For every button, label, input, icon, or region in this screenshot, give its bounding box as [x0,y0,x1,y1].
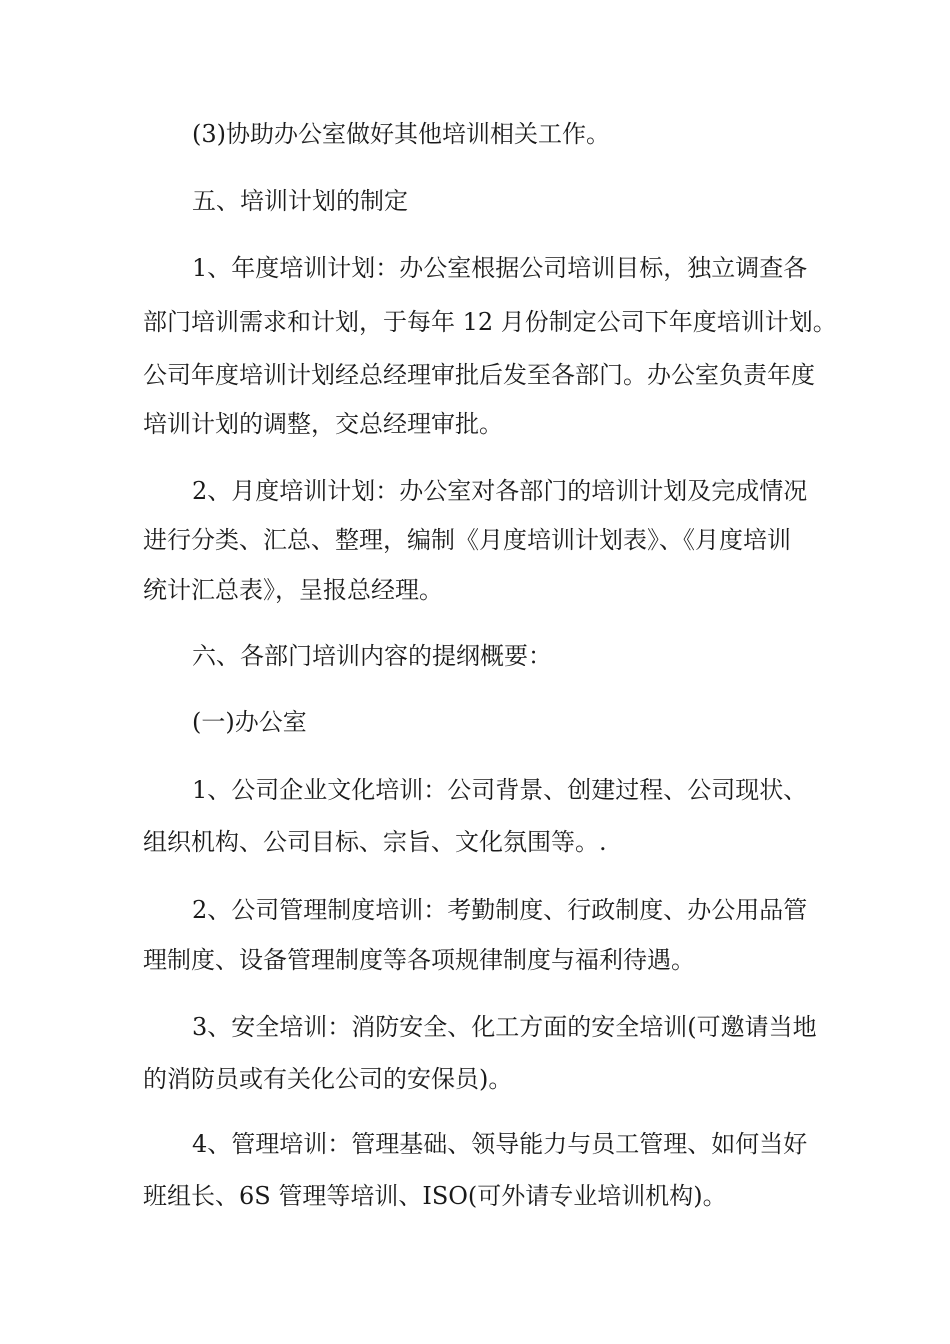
text-line: 2、公司管理制度培训：考勤制度、行政制度、办公用品管 [192,896,808,924]
text-line: 的消防员或有关化公司的安保员)。 [143,1065,513,1093]
text-line: 班组长、6S 管理等培训、ISO(可外请专业培训机构)。 [143,1182,727,1210]
text-line: 1、公司企业文化培训：公司背景、创建过程、公司现状、 [192,776,808,804]
text-line: 公司年度培训计划经总经理审批后发至各部门。办公室负责年度 [143,361,815,389]
text-line: 1、年度培训计划：办公室根据公司培训目标，独立调查各 [192,254,808,282]
text-line: 3、安全培训：消防安全、化工方面的安全培训(可邀请当地 [192,1013,817,1041]
text-line: 培训计划的调整，交总经理审批。 [143,410,503,438]
subsection-heading: (一)办公室 [192,708,307,736]
text-line: 理制度、设备管理制度等各项规律制度与福利待遇。 [143,946,695,974]
text-line: 部门培训需求和计划，于每年 12 月份制定公司下年度培训计划。 [143,308,837,336]
section-heading: 五、培训计划的制定 [192,187,408,215]
section-heading: 六、各部门培训内容的提纲概要： [192,642,552,670]
text-line: 进行分类、汇总、整理，编制《月度培训计划表》、《月度培训 [143,526,791,554]
text-line: 2、月度培训计划：办公室对各部门的培训计划及完成情况 [192,477,808,505]
text-line: 4、管理培训：管理基础、领导能力与员工管理、如何当好 [192,1130,808,1158]
text-line: (3)协助办公室做好其他培训相关工作。 [192,120,610,148]
text-line: 统计汇总表》，呈报总经理。 [143,576,443,604]
text-line: 组织机构、公司目标、宗旨、文化氛围等。. [143,828,607,856]
